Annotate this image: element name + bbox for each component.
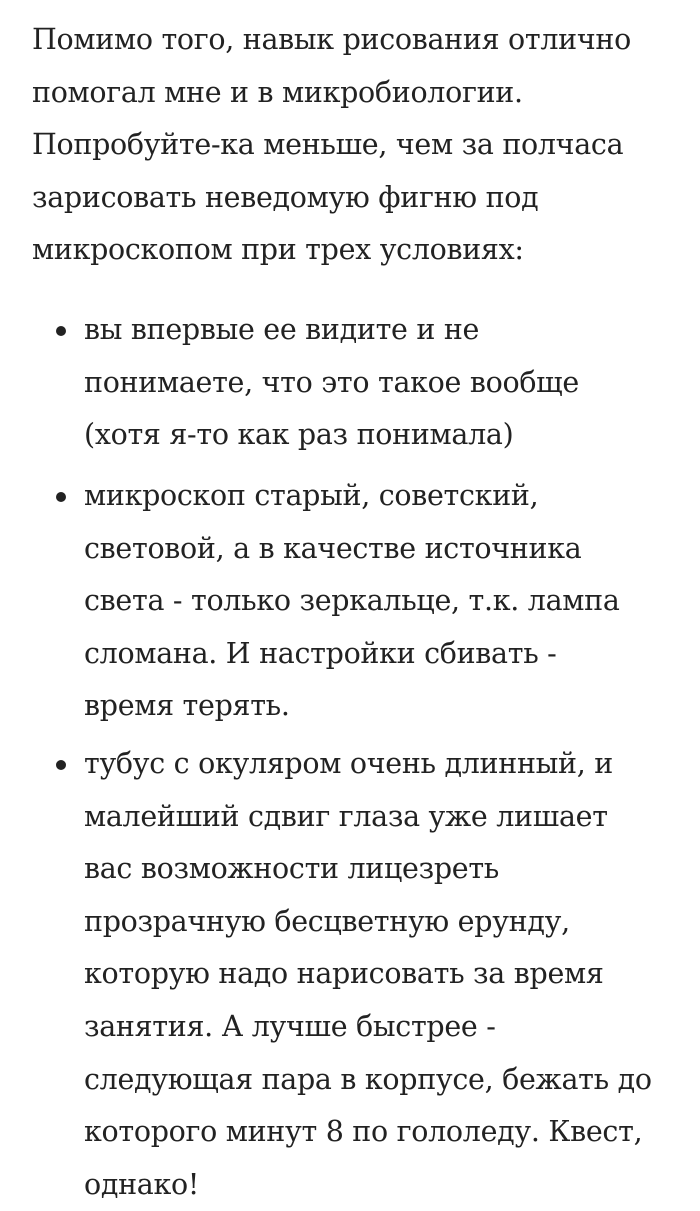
text-line: микроскоп старый, советский, [84, 479, 539, 512]
bullet-dot-icon [56, 326, 66, 336]
list-item-text [84, 470, 690, 733]
list-item-text [84, 738, 690, 1211]
text-line: тубус с окуляром очень длинный, и [84, 747, 613, 780]
text-line: сломана. И настройки сбивать - [84, 636, 557, 670]
text-line: занятия. А лучше быстрее - [84, 1009, 496, 1043]
text-line: Помимо того, навык рисования отлично [32, 23, 631, 56]
intro-paragraph [32, 14, 631, 277]
text-line: световой, а в качестве источника [84, 531, 582, 565]
text-line: прозрачную бесцветную ерунду, [84, 904, 570, 938]
bullet-dot-icon [56, 760, 66, 770]
text-line: однако! [84, 1167, 200, 1201]
text-line: малейший сдвиг глаза уже лишает [84, 799, 608, 833]
text-line: вы впервые ее видите и не [84, 313, 480, 346]
text-line: зарисовать неведомую фигню под [32, 180, 539, 214]
text-line: помогал мне и в микробиологии. [32, 75, 523, 109]
text-line: следующая пара в корпусе, бежать до [84, 1062, 652, 1096]
text-line: вас возможности лицезреть [84, 852, 500, 886]
text-line: (хотя я-то как раз понимала) [84, 418, 514, 452]
bullet-dot-icon [56, 492, 66, 502]
text-line: понимаете, что это такое вообще [84, 365, 579, 399]
text-line: Попробуйте-ка меньше, чем за полчаса [32, 128, 624, 162]
text-line: микроскопом при трех условиях: [32, 233, 524, 267]
list-item-text [84, 304, 690, 462]
text-line: которую надо нарисовать за время [84, 957, 604, 991]
text-line: время терять. [84, 689, 290, 723]
text-line: света - только зеркальце, т.к. лампа [84, 584, 620, 618]
text-line: которого минут 8 по гололеду. Квест, [84, 1115, 643, 1149]
